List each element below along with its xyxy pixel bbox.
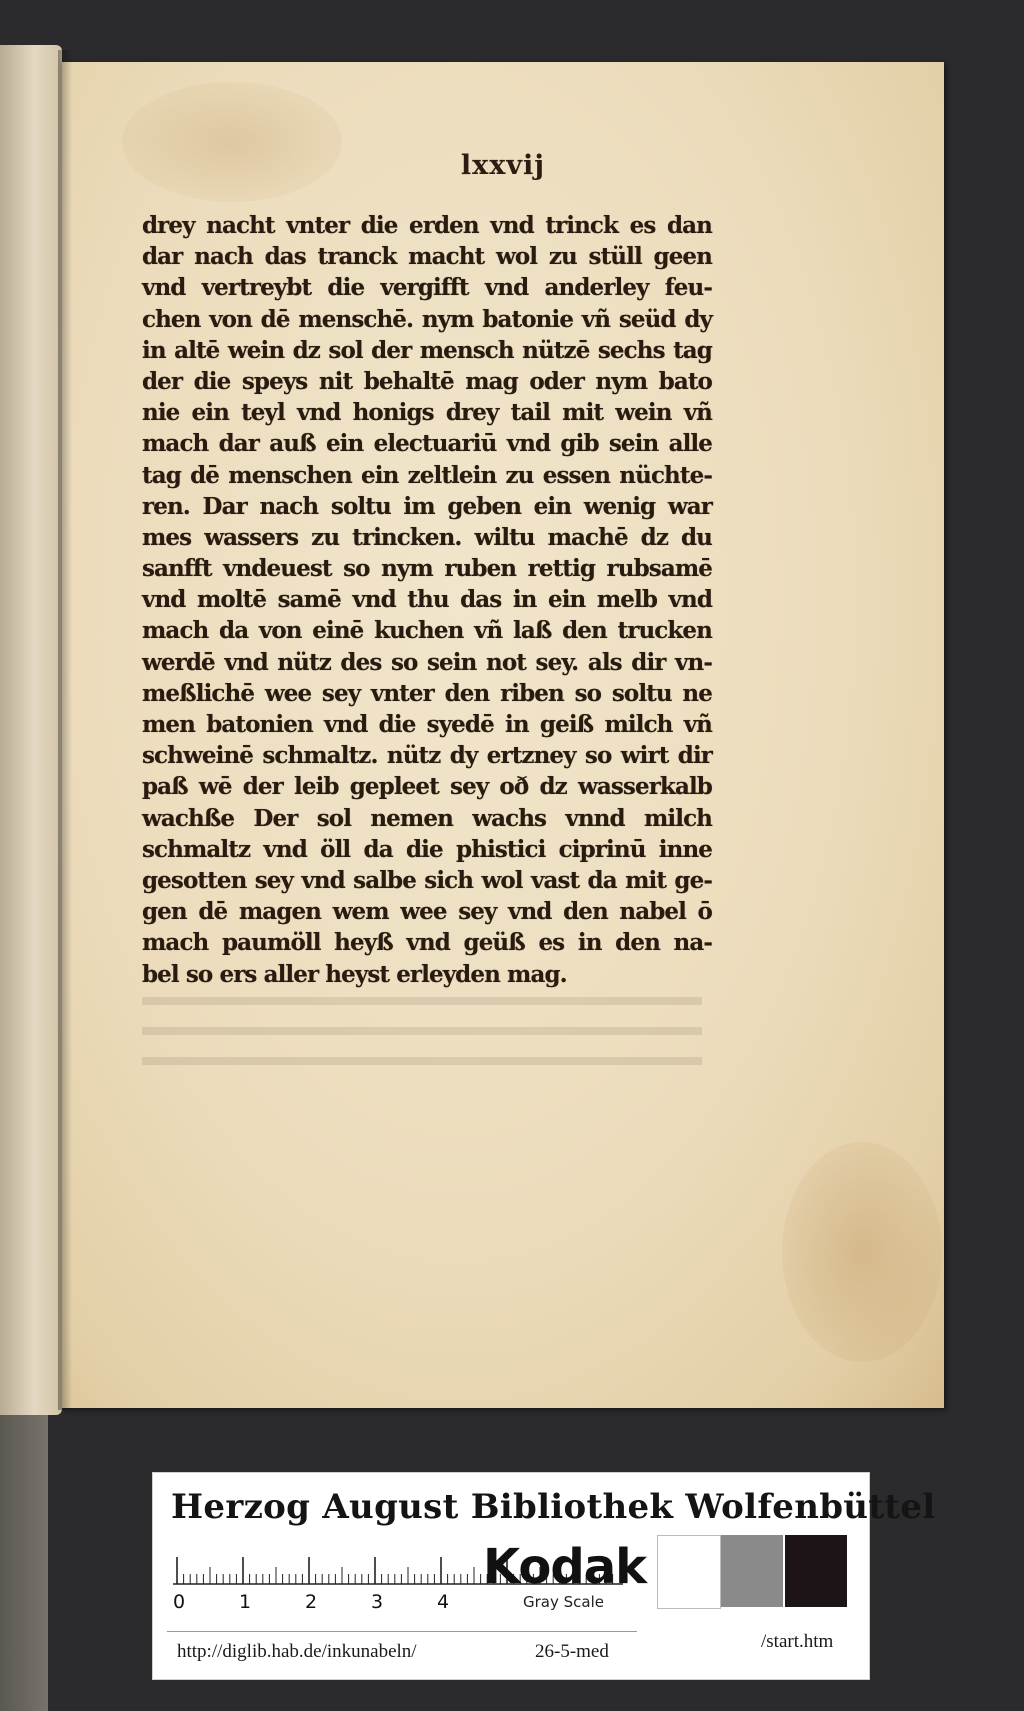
text-line: bel so ers aller heyst erleyden mag. bbox=[142, 960, 567, 988]
text-line: werdē vnd nütz des so sein not sey. als dir vn- bbox=[142, 648, 712, 676]
text-line: in altē wein dz sol der mensch nützē sechs tag bbox=[142, 336, 712, 364]
text-line: paß wē der leib gepleet sey oð dz wasserkalb bbox=[142, 773, 712, 801]
text-line: men batonien vnd die syedē in geiß milch vñ bbox=[142, 711, 712, 738]
start-page-path: /start.htm bbox=[761, 1631, 834, 1652]
text-line: vnd vertreybt die vergifft vnd anderley feu- bbox=[142, 274, 712, 302]
library-url: http://diglib.hab.de/inkunabeln/ bbox=[177, 1641, 417, 1662]
book-page bbox=[62, 62, 944, 1408]
text-line: gen dē magen wem wee sey vnd den nabel ō bbox=[142, 898, 712, 926]
folio-number: lxxvij bbox=[460, 150, 546, 181]
page-stain bbox=[122, 82, 342, 202]
ruler-number: 3 bbox=[371, 1591, 384, 1613]
ruler-number: 4 bbox=[437, 1591, 450, 1613]
text-line: schweinē schmaltz. nütz dy ertzney so wirt dir bbox=[142, 742, 712, 770]
text-line: chen von dē menschē. nym batonie vñ seüd dy bbox=[142, 305, 712, 333]
text-line: mes wassers zu trincken. wiltu machē dz du bbox=[142, 523, 712, 551]
card-divider bbox=[167, 1631, 637, 1632]
text-line: gesotten sey vnd salbe sich wol vast da mit ge- bbox=[142, 866, 712, 894]
swatch-gray bbox=[721, 1535, 783, 1607]
ruler-numbers bbox=[173, 1591, 473, 1617]
spine-shadow bbox=[58, 50, 72, 1410]
text-line: meßlichē wee sey vnter den riben so soltu ne bbox=[142, 679, 712, 707]
show-through-text bbox=[142, 997, 702, 1087]
text-line: mach paumöll heyß vnd geüß es in den na- bbox=[142, 929, 712, 957]
text-line: vnd moltē samē vnd thu das in ein melb vnd bbox=[142, 586, 712, 614]
text-line: nie ein teyl vnd honigs drey tail mit wein vñ bbox=[142, 399, 712, 427]
text-line: sanfft vndeuest so nym ruben rettig rubsamē bbox=[142, 555, 712, 583]
page-stain bbox=[782, 1142, 942, 1362]
text-line: der die speys nit behaltē mag oder nym bato bbox=[142, 367, 712, 395]
library-name: Herzog August Bibliothek Wolfenbüttel bbox=[171, 1487, 936, 1527]
text-line: mach da von einē kuchen vñ laß den trucken bbox=[142, 617, 712, 645]
text-line: dar nach das tranck macht wol zu stüll geen bbox=[142, 243, 712, 271]
text-line: mach dar auß ein electuariū vnd gib sein alle bbox=[142, 430, 712, 458]
main-text-block bbox=[142, 210, 712, 990]
left-page-edge bbox=[0, 45, 62, 1415]
swatch-white bbox=[657, 1535, 721, 1609]
text-line: ren. Dar nach soltu im geben ein wenig war bbox=[142, 492, 712, 520]
color-calibration-card bbox=[152, 1472, 936, 1680]
ruler-number: 2 bbox=[305, 1591, 318, 1613]
ruler-number: 1 bbox=[239, 1591, 252, 1613]
text-line: wachße Der sol nemen wachs vnnd milch bbox=[142, 804, 712, 832]
shelf-code: 26-5-med bbox=[535, 1641, 609, 1662]
kodak-logo: Kodak bbox=[483, 1539, 646, 1595]
swatch-black bbox=[785, 1535, 847, 1607]
gray-scale-label: Gray Scale bbox=[523, 1593, 604, 1611]
text-line: schmaltz vnd öll da die phistici ciprinū inne bbox=[142, 835, 712, 863]
text-line: tag dē menschen ein zeltlein zu essen nüchte- bbox=[142, 461, 712, 489]
text-line: drey nacht vnter die erden vnd trinck es dan bbox=[142, 212, 712, 239]
left-page-edge-lower bbox=[0, 1415, 48, 1711]
ruler-number: 0 bbox=[173, 1591, 186, 1613]
